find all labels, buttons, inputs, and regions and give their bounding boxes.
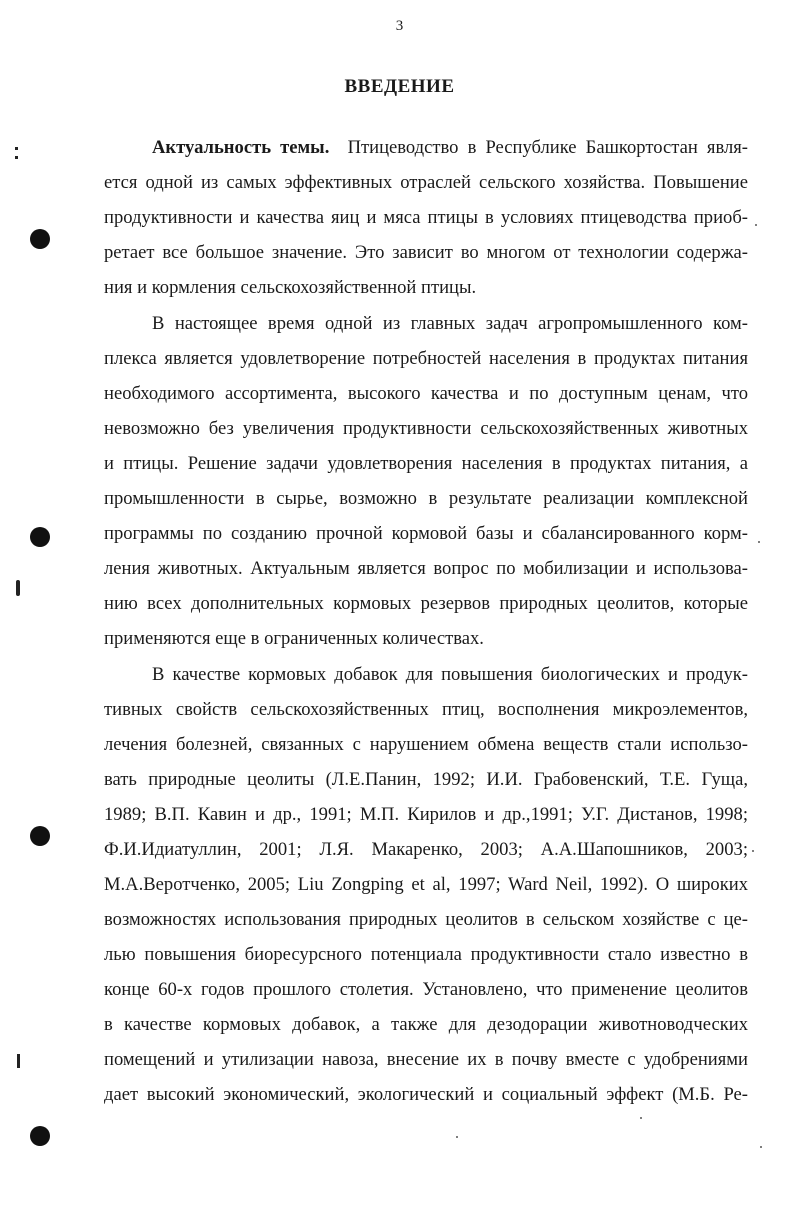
text-line: конце 60-х годов прошлого столетия. Установлено, что применение цеолитов [104,979,748,1000]
text-line: ния и кормления сельскохозяйственной птицы. [104,277,477,298]
punch-hole-1 [30,229,50,249]
text-line: нию всех дополнительных кормовых резервов природных цеолитов, которые [104,593,748,614]
text-line: В настоящее время одной из главных задач агропромышленного ком- [152,313,748,334]
text-line: в качестве кормовых добавок, а также для дезодорации животноводческих [104,1014,748,1035]
page-number: 3 [395,18,404,34]
text-line-rest: Птицеводство в Республике Башкортостан явля- [347,137,748,158]
paragraph-zeolites [104,657,748,1112]
scan-speck [760,1146,762,1148]
text-line: ретает все большое значение. Это зависит во многом от технологии содержа- [104,242,748,263]
text-line: помещений и утилизации навоза, внесение их в почву вместе с удобрениями [104,1049,748,1070]
scan-speck [456,1136,458,1138]
text-line: вать природные цеолиты (Л.Е.Панин, 1992; И.И. Грабовенский, Т.Е. Гуща, [104,769,748,790]
text-line: лью повышения биоресурсного потенциала продуктивности стало известно в [104,944,748,965]
margin-mark [16,580,20,596]
section-heading: ВВЕДЕНИЕ [344,76,455,97]
text-line: и птицы. Решение задачи удовлетворения населения в продуктах питания, а [104,453,748,474]
text-line: продуктивности и качества яиц и мяса птицы в условиях птицеводства приоб- [104,207,748,228]
punch-hole-3 [30,826,50,846]
paragraph-relevance [104,130,748,305]
margin-mark [17,1054,20,1068]
scan-speck [755,224,757,226]
margin-mark [15,147,18,150]
punch-hole-4 [30,1126,50,1146]
text-line: программы по созданию прочной кормовой базы и сбалансированного корм- [104,523,748,544]
text-line: промышленности в сырье, возможно в результате реализации комплексной [104,488,748,509]
text-line: М.А.Веротченко, 2005; Liu Zongping et al, 1997; Ward Neil, 1992). О широких [104,874,748,895]
text-line: ется одной из самых эффективных отраслей сельского хозяйства. Повышение [104,172,748,193]
text-line: 1989; В.П. Кавин и др., 1991; М.П. Кирилов и др.,1991; У.Г. Дистанов, 1998; [104,804,748,825]
text-line: тивных свойств сельскохозяйственных птиц, восполнения микроэлементов, [104,699,748,720]
text-line: применяются еще в ограниченных количествах. [104,628,484,649]
text-line: ления животных. Актуальным является вопрос по мобилизации и использова- [104,558,748,579]
text-line: возможностях использования природных цеолитов в сельском хозяйстве с це- [104,909,748,930]
text-line: дает высокий экономический, экологический и социальный эффект (М.Б. Ре- [104,1084,748,1105]
text-line: В качестве кормовых добавок для повышения биологических и продук- [152,664,748,685]
text-line: плекса является удовлетворение потребностей населения в продуктах питания [104,348,748,369]
punch-hole-2 [30,527,50,547]
margin-mark [15,156,18,159]
scan-speck [758,541,760,543]
lead-in-bold: Актуальность темы. [152,137,330,158]
text-line: лечения болезней, связанных с нарушением обмена веществ стали использо- [104,734,748,755]
scan-speck [752,850,754,852]
text-line: невозможно без увеличения продуктивности сельскохозяйственных животных [104,418,748,439]
scan-speck [640,1117,642,1119]
text-line: Ф.И.Идиатуллин, 2001; Л.Я. Макаренко, 2003; А.А.Шапошников, 2003; [104,839,748,860]
text-line: необходимого ассортимента, высокого качества и по доступным ценам, что [104,383,748,404]
text-line [104,130,748,165]
paragraph-agro-tasks [104,306,748,656]
